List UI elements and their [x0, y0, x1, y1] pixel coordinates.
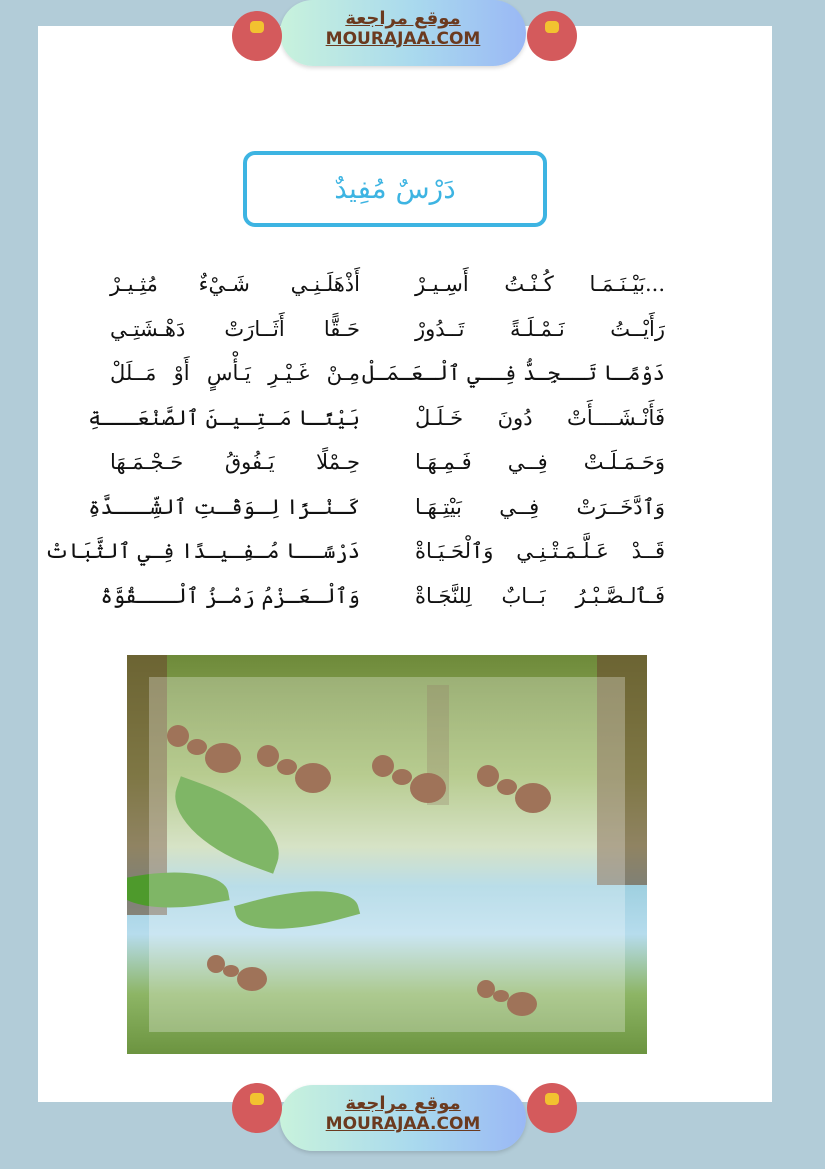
- illustration-frame: [149, 677, 625, 1032]
- book-logo-icon: [250, 1093, 264, 1105]
- watermark-badge-left: [232, 11, 282, 61]
- watermark-banner-top[interactable]: [280, 0, 526, 66]
- verse-left: بَيْتًـا مَـتِـيـنَ ٱلصَّنْعَـــةِ: [88, 405, 360, 430]
- verse-right: وَحَـمَـلَـتْ فِــي فَـمِـهَـا: [415, 450, 665, 474]
- watermark-banner-bottom[interactable]: [280, 1085, 526, 1151]
- book-logo-icon: [250, 21, 264, 33]
- verse-right: رَأَيْــتُ نَـمْـلَـةً تَــدُورْ: [415, 316, 665, 341]
- watermark-domain: MOURAJAA.COM: [325, 29, 481, 49]
- verse-left: وَٱلْـعَـزْمُ رَمْـزُ ٱلْـــقُوَّةْ: [100, 583, 360, 608]
- poem-line: [110, 317, 665, 362]
- verse-left: أَذْهَلَـنِـي شَـيْءٌ مُثِـيـرْ: [110, 272, 360, 296]
- verse-right: فَأَنْـشَــــأَتْ دُونَ خَـلَـلْ: [415, 405, 665, 430]
- poem-line: [110, 361, 665, 406]
- verse-right: دَوْمًـا تَــجِـدُّ فِــي ٱلْـعَـمَـلْ: [361, 361, 665, 385]
- poem-line: [44, 539, 665, 584]
- watermark-badge-right: [527, 11, 577, 61]
- lesson-title-box: [243, 151, 547, 227]
- watermark-arabic: موقع مراجعة: [345, 1093, 461, 1114]
- verse-right: ...بَيْـنَـمَـا كُـنْـتُ أَسِـيـرْ: [415, 272, 665, 296]
- book-logo-icon: [545, 1093, 559, 1105]
- ants-illustration: [127, 655, 647, 1054]
- poem-line: [100, 583, 665, 629]
- poem-line: [110, 272, 665, 317]
- verse-right: وَٱدَّخَــرَتْ فِــي بَيْتِـهَـا: [415, 494, 665, 519]
- verse-left: كَـنْـزًا لِـوَقْـتِ ٱلشِّـــدَّةِ: [88, 494, 360, 519]
- poem: [44, 272, 665, 628]
- watermark-badge-right: [527, 1083, 577, 1133]
- verse-left: مِـنْ غَـيْـرِ يَـأْسٍ أَوْ مَــلَلْ: [110, 361, 360, 385]
- poem-line: [110, 450, 665, 495]
- verse-left: دَرْسًــا مُـفِـيـدًا فِـي ٱلثَّبَاتْ: [44, 539, 360, 563]
- poem-line: [88, 494, 665, 540]
- watermark-domain: MOURAJAA.COM: [325, 1114, 481, 1134]
- watermark-arabic: موقع مراجعة: [345, 8, 461, 29]
- poem-line: [88, 405, 665, 451]
- verse-left: حَـقًّا أَثَــارَتْ دَهْـشَتِـي: [110, 316, 360, 341]
- watermark-badge-left: [232, 1083, 282, 1133]
- lesson-title: دَرْسٌ مُفِيدٌ: [334, 172, 456, 205]
- verse-left: حِـمْلًا يَـفُوقُ حَـجْـمَـهَا: [110, 450, 360, 474]
- verse-right: فَـٱلـصَّـبْـرُ بَــابٌ لِلنَّجَـاةْ: [415, 583, 665, 608]
- book-logo-icon: [545, 21, 559, 33]
- verse-right: قَــدْ عَـلَّـمَـتْـنِـي وَٱلْحَـيَـاةْ: [415, 539, 665, 563]
